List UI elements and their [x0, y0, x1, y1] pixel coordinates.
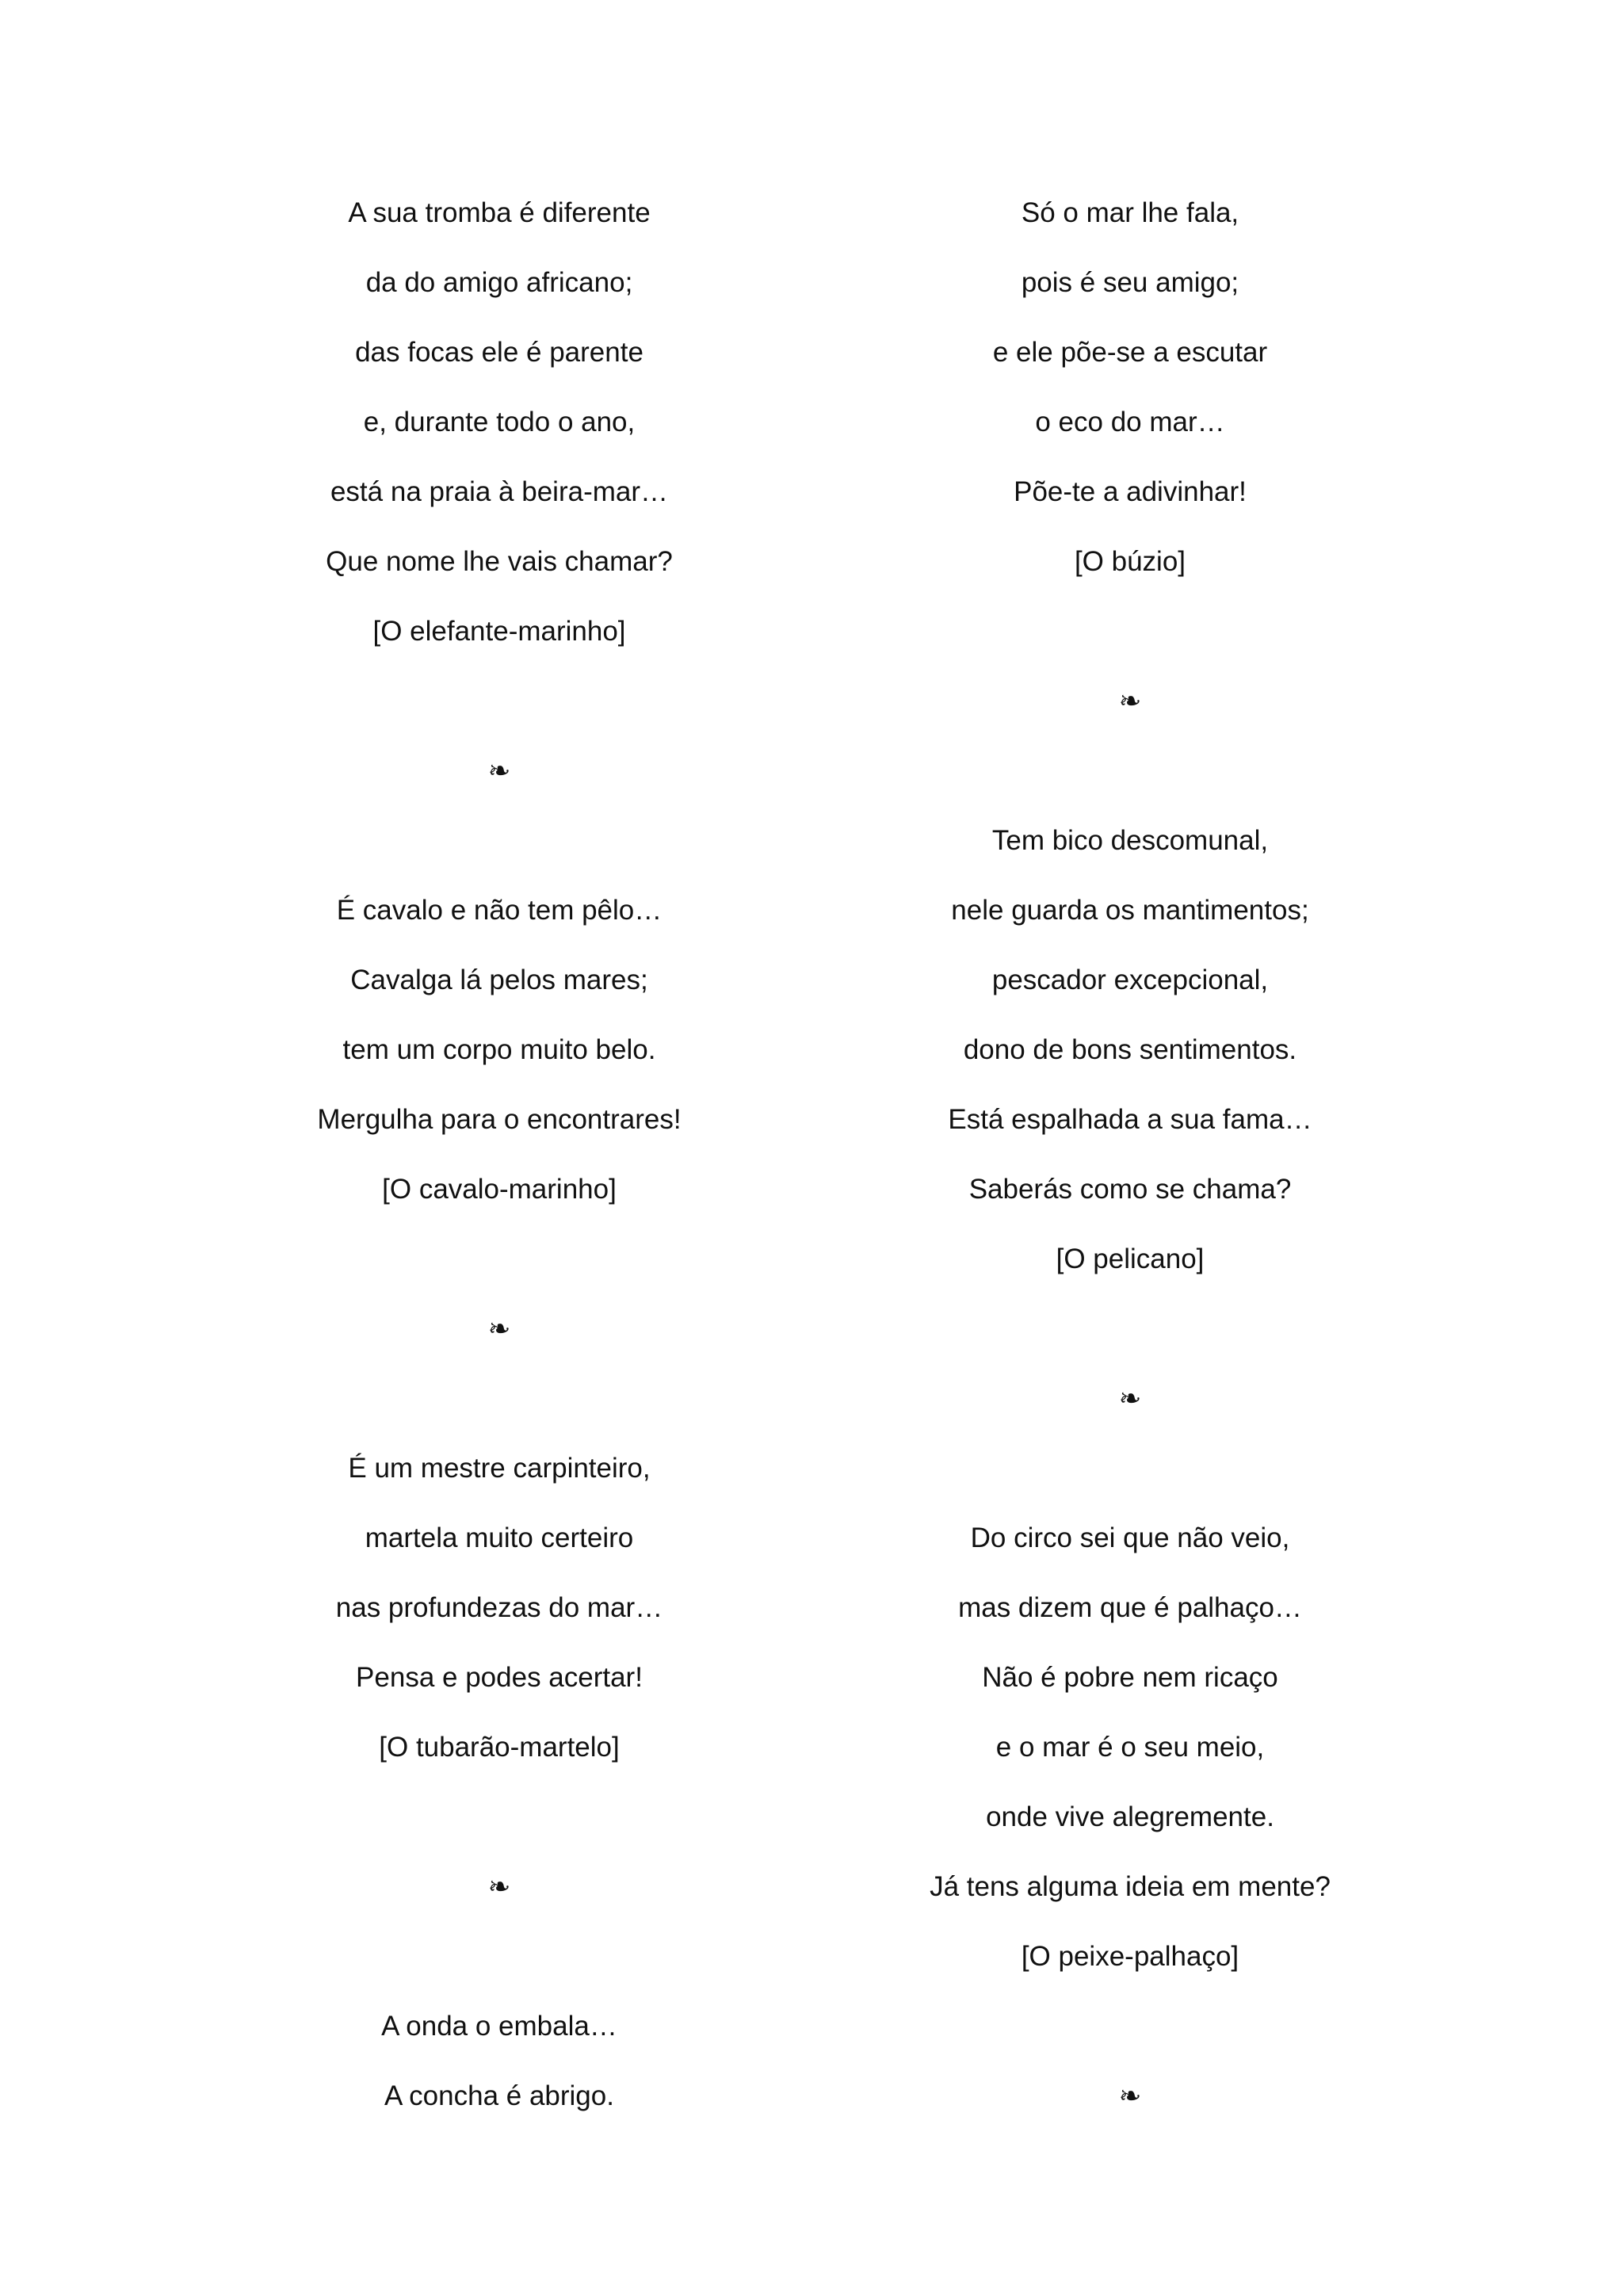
left-column	[222, 190, 777, 2143]
verse-line: nele guarda os mantimentos;	[951, 895, 1309, 926]
verse-line: mas dizem que é palhaço…	[958, 1592, 1302, 1623]
verse-line: o eco do mar…	[1035, 407, 1225, 437]
riddle-answer: [O peixe-palhaço]	[1021, 1941, 1239, 1972]
spacer	[222, 818, 777, 888]
spacer	[222, 1376, 777, 1446]
riddle-tubarao-martelo	[222, 1446, 777, 1794]
verse-line: A onda o embala…	[381, 2011, 617, 2042]
verse-line: pescador excepcional,	[991, 965, 1269, 995]
verse-line: dono de bons sentimentos.	[963, 1034, 1297, 1065]
verse-line: A sua tromba é diferente	[348, 197, 651, 228]
verse-line: e, durante todo o ano,	[363, 407, 636, 437]
verse-line: A concha é abrigo.	[384, 2080, 614, 2111]
spacer	[853, 748, 1407, 818]
fleuron-ornament-icon: ❧	[1118, 686, 1142, 717]
verse-line: Cavalga lá pelos mares;	[350, 965, 648, 995]
riddle-answer: [O elefante-marinho]	[372, 616, 626, 647]
verse-line: onde vive alegremente.	[986, 1801, 1274, 1832]
verse-line: Saberás como se chama?	[968, 1174, 1292, 1205]
verse-line: Não é pobre nem ricaço	[982, 1662, 1278, 1693]
riddle-answer: [O tubarão-martelo]	[379, 1732, 620, 1763]
riddle-answer: [O pelicano]	[1056, 1244, 1205, 1274]
verse-line: nas profundezas do mar…	[335, 1592, 663, 1623]
fleuron-ornament-icon: ❧	[1118, 2080, 1142, 2112]
verse-line: pois é seu amigo;	[1021, 267, 1239, 298]
fleuron-ornament-icon: ❧	[1118, 1383, 1142, 1415]
verse-line: e ele põe-se a escutar	[992, 337, 1268, 368]
riddle-peixe-palhaco	[853, 1515, 1407, 2004]
verse-line: Mergulha para o encontrares!	[317, 1104, 682, 1135]
riddle-buzio-start	[222, 2004, 777, 2143]
verse-line: Está espalhada a sua fama…	[948, 1104, 1312, 1135]
verse-line: Pensa e podes acertar!	[356, 1662, 643, 1693]
verse-line: está na praia à beira-mar…	[330, 476, 669, 507]
verse-line: da do amigo africano;	[365, 267, 633, 298]
riddle-answer: [O búzio]	[1074, 546, 1186, 577]
spacer	[222, 678, 777, 748]
riddle-answer: [O cavalo-marinho]	[382, 1174, 617, 1205]
spacer	[853, 1446, 1407, 1515]
verse-line: É um mestre carpinteiro,	[348, 1453, 651, 1484]
spacer	[853, 2004, 1407, 2073]
spacer	[853, 609, 1407, 678]
fleuron-ornament-icon: ❧	[487, 1871, 511, 1903]
spacer	[853, 1306, 1407, 1376]
riddle-cavalo-marinho	[222, 888, 777, 1236]
verse-line: Põe-te a adivinhar!	[1014, 476, 1247, 507]
riddle-buzio-end	[853, 190, 1407, 609]
spacer	[222, 1236, 777, 1306]
fleuron-ornament-icon: ❧	[487, 755, 511, 787]
spacer	[222, 1934, 777, 2004]
verse-line: Só o mar lhe fala,	[1021, 197, 1239, 228]
riddle-elefante-marinho	[222, 190, 777, 678]
right-column	[853, 190, 1407, 2143]
verse-line: das focas ele é parente	[355, 337, 643, 368]
verse-line: Que nome lhe vais chamar?	[326, 546, 673, 577]
fleuron-ornament-icon: ❧	[487, 1313, 511, 1345]
verse-line: Já tens alguma ideia em mente?	[930, 1871, 1331, 1902]
verse-line: tem um corpo muito belo.	[342, 1034, 656, 1065]
spacer	[222, 1794, 777, 1864]
verse-line: Tem bico descomunal,	[991, 825, 1269, 856]
verse-line: É cavalo e não tem pêlo…	[336, 895, 663, 926]
riddle-pelicano	[853, 818, 1407, 1306]
verse-line: Do circo sei que não veio,	[970, 1522, 1290, 1553]
verse-line: e o mar é o seu meio,	[995, 1732, 1265, 1763]
verse-line: martela muito certeiro	[365, 1522, 634, 1553]
